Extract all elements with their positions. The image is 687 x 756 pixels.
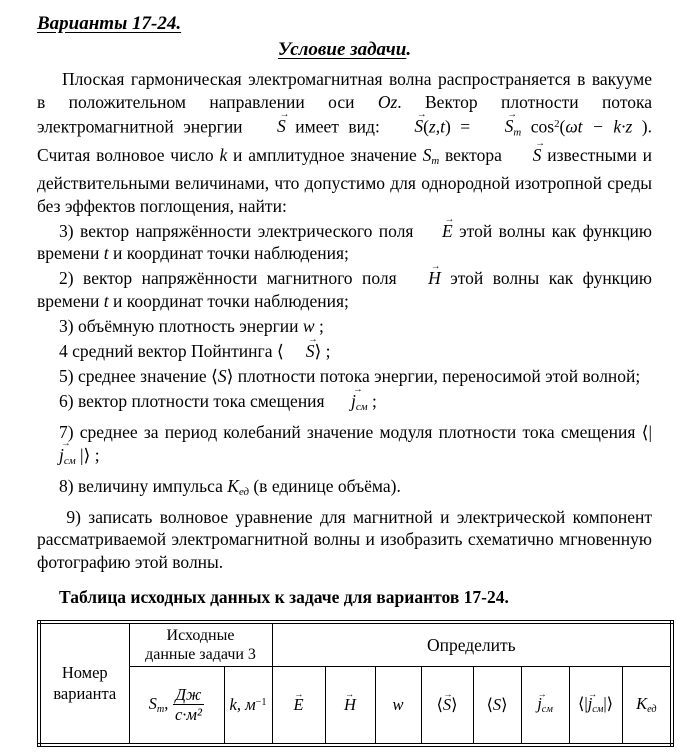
sm-unit-denominator: с·м²: [174, 705, 202, 725]
sm-unit-fraction: [173, 686, 205, 724]
header-s-avg-column: [473, 667, 521, 745]
sm-unit-numerator: Дж: [173, 686, 205, 705]
text-segment: t: [103, 290, 109, 311]
text-segment: 7) среднее за период колебаний значение модуля плотности тока смещения: [59, 422, 642, 443]
text-segment: имеет вид:: [285, 116, 390, 137]
text-segment: ⟨: [486, 694, 493, 714]
task-item-7: [37, 421, 652, 472]
header-impulse-column: [622, 667, 672, 745]
header-h-field-column: [325, 667, 375, 745]
text-segment: вектора: [439, 144, 508, 165]
text-segment: этой волны как функцию времени: [37, 268, 652, 311]
text-segment: 2) вектор напряжённости магнитного поля: [59, 268, 407, 289]
text-segment: 8) величину импульса: [59, 475, 228, 496]
text-segment: j →: [537, 694, 542, 714]
text-segment: . Вектор плотности потока электромагнитной энергии: [37, 91, 652, 137]
header-displacement-current-column: [521, 667, 569, 745]
text-segment: ⟩: [451, 694, 458, 714]
text-segment: 6) вектор плотности тока смещения: [59, 390, 329, 411]
header-k-column: [224, 667, 272, 745]
text-segment: 9) записать волновое уравнение для магнитной и электрической компонент рассматриваемой электромагнитной волны и изобразить схематично мгновенную фотографию этой волны.: [37, 506, 652, 572]
text-segment: k: [229, 694, 237, 714]
text-segment: и координат точки наблюдения;: [108, 243, 349, 264]
text-segment: j →: [588, 694, 593, 714]
text-segment: H →: [344, 695, 356, 715]
header-energy-density-column: [375, 667, 421, 745]
task-item-9: [37, 506, 652, 574]
condition-heading: [37, 38, 652, 62]
table-header-row-1: [39, 622, 672, 667]
text-segment: −1: [255, 696, 267, 708]
text-segment: K: [636, 694, 648, 714]
text-segment: ;: [367, 390, 377, 411]
text-segment: S →: [480, 115, 514, 138]
sm-subscript: m: [156, 703, 165, 715]
text-segment: z: [428, 116, 436, 137]
table-caption: Таблица исходных данных к задаче для вариантов 17-24.: [59, 587, 509, 608]
header-displacement-current-avg-column: [569, 667, 622, 745]
corner-line-1: Номер: [61, 663, 108, 683]
text-segment: ⟩: [501, 694, 508, 714]
initial-data-line-2: данные задачи 3: [145, 646, 256, 664]
text-segment: E →: [420, 220, 453, 243]
condition-heading-period: .: [406, 39, 412, 60]
text-segment: ⟨|: [577, 694, 588, 714]
text-segment: ⟩ ;: [314, 340, 331, 361]
text-segment: S →: [508, 144, 542, 167]
text-segment: j →: [329, 390, 356, 413]
text-segment: 4 средний вектор Пойнтинга: [59, 340, 277, 361]
text-segment: ед: [238, 485, 249, 498]
sm-symbol: S: [148, 693, 157, 713]
text-segment: ,: [236, 694, 246, 714]
text-segment: K: [227, 475, 239, 496]
header-sm-column: [129, 667, 224, 745]
text-segment: w: [392, 694, 404, 714]
text-segment: 3) объёмную плотность энергии: [59, 315, 303, 336]
text-segment: ). Считая волновое число: [37, 116, 653, 165]
text-segment: ед: [647, 704, 657, 716]
initial-data-line-1: Исходные: [166, 627, 235, 645]
text-segment: 5) среднее значение: [59, 365, 211, 386]
text-segment: м: [245, 694, 256, 714]
text-segment: S →: [443, 695, 451, 715]
text-segment: S: [217, 365, 227, 386]
text-segment: cos: [521, 116, 555, 137]
text-segment: ;: [314, 315, 324, 336]
text-segment: см: [592, 704, 604, 716]
text-segment: H →: [406, 267, 441, 290]
intro-paragraph: [37, 68, 652, 217]
text-segment: t: [440, 116, 445, 137]
text-segment: m: [431, 154, 440, 167]
header-variant-number: [39, 622, 129, 745]
variants-heading-text: Варианты 17-24.: [37, 13, 182, 34]
text-segment: S: [492, 694, 502, 714]
text-segment: см: [63, 454, 76, 467]
header-e-field-column: [272, 667, 325, 745]
condition-heading-text: Условие задачи: [277, 39, 407, 60]
data-table: [37, 620, 674, 747]
text-segment: S →: [284, 340, 315, 363]
text-segment: (в единице объёма).: [248, 475, 401, 496]
task-item-8: [37, 475, 652, 504]
sm-formula: [148, 685, 205, 725]
text-segment: Плоская гармоническая электромагнитная волна распространяется в вакууме в положительном направлении оси: [37, 69, 652, 112]
header-initial-data: [129, 622, 272, 667]
text-segment: см: [541, 704, 553, 716]
sm-separator: ,: [164, 693, 173, 713]
text-segment: t: [103, 243, 109, 264]
text-segment: ⟩: [226, 365, 234, 386]
task-item-1: [37, 220, 652, 265]
text-segment: плотности потока энергии, переносимой этой волной;: [233, 365, 641, 386]
text-segment: E →: [293, 695, 303, 715]
text-segment: 2: [554, 118, 560, 130]
text-segment: см: [355, 401, 368, 414]
text-segment: ,: [435, 116, 441, 137]
task-item-4: [37, 340, 652, 363]
text-segment: S →: [252, 115, 286, 138]
text-segment: (: [559, 116, 566, 137]
text-segment: Oz: [377, 91, 398, 112]
text-segment: ) =: [444, 116, 480, 137]
task-item-3: [37, 315, 652, 338]
corner-line-2: варианта: [53, 684, 117, 704]
text-segment: S: [422, 144, 432, 165]
table-header-row-2: [39, 667, 672, 745]
task-item-2: [37, 267, 652, 312]
text-segment: |⟩ ;: [75, 444, 100, 465]
text-segment: w: [302, 315, 315, 336]
header-determine: Определить: [272, 622, 672, 667]
header-poynting-avg-column: [421, 667, 473, 745]
text-segment: ωt − k·z: [565, 116, 633, 137]
text-segment: ⟨: [436, 694, 443, 714]
text-segment: известными и действительными величинами, что допустимо для однородной изотропной среды без эффектов поглощения, найти:: [37, 144, 652, 216]
text-segment: и амплитудное значение: [227, 144, 423, 165]
text-segment: ⟨: [276, 340, 284, 361]
text-segment: m: [513, 126, 522, 139]
text-segment: j →: [37, 444, 64, 467]
text-segment: k: [219, 144, 228, 165]
text-segment: |⟩: [603, 694, 614, 714]
text-segment: ⟨|: [641, 422, 652, 443]
text-segment: S →: [389, 115, 423, 138]
task-item-6: [37, 390, 652, 419]
text-segment: ⟨: [210, 365, 218, 386]
text-segment: этой волны как функцию времени: [37, 220, 652, 264]
text-segment: 3) вектор напряжённости электрического поля: [59, 220, 420, 241]
variants-heading: [37, 12, 670, 36]
text-segment: (: [423, 116, 429, 137]
text-segment: и координат точки наблюдения;: [108, 290, 349, 311]
